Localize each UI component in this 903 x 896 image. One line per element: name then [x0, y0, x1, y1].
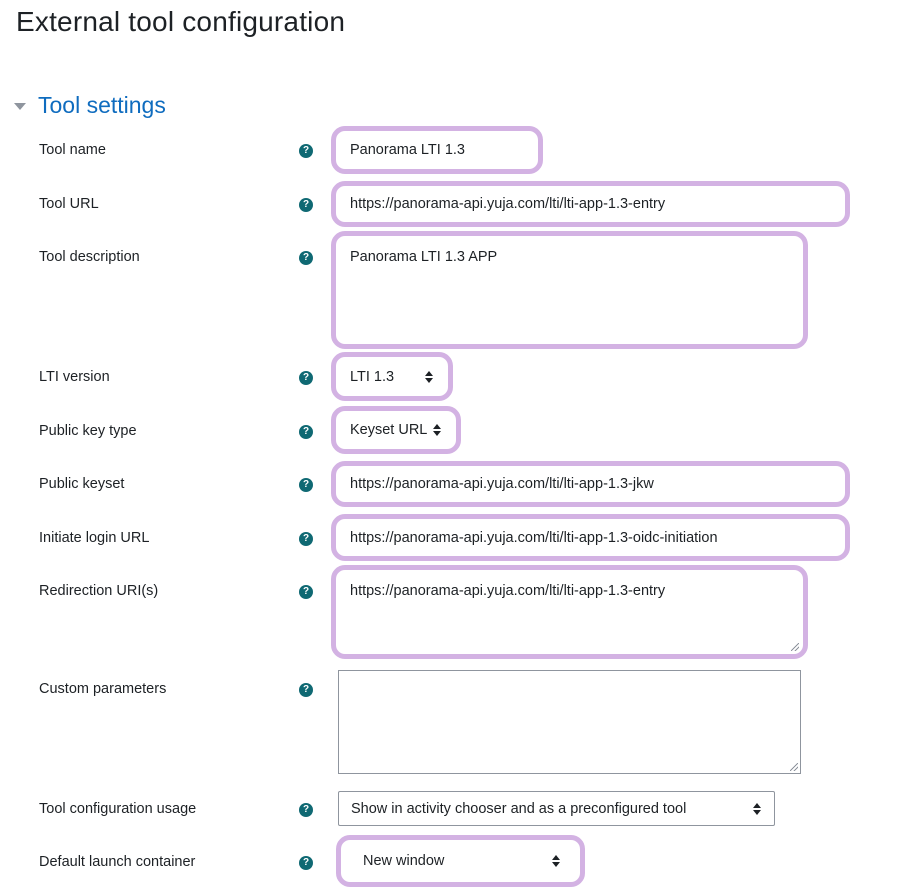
- initiate-login-url-label: Initiate login URL: [39, 530, 150, 546]
- redirection-uris-textarea[interactable]: https://panorama-api.yuja.com/lti/lti-app-1.3-entry: [350, 583, 666, 599]
- tool-configuration-usage-help-icon[interactable]: ?: [299, 803, 313, 817]
- tool-name-input[interactable]: Panorama LTI 1.3: [350, 142, 465, 158]
- custom-parameters-help-icon[interactable]: ?: [299, 683, 313, 697]
- initiate-login-url-input[interactable]: https://panorama-api.yuja.com/lti/lti-app-1.3-oidc-initiation: [350, 529, 718, 546]
- page-title: External tool configuration: [16, 6, 346, 37]
- tool-url-input[interactable]: https://panorama-api.yuja.com/lti/lti-app-1.3-entry: [350, 196, 666, 212]
- tool-configuration-usage-select[interactable]: Show in activity chooser and as a preconfigured tool: [351, 800, 687, 817]
- section-title: Tool settings: [38, 92, 166, 118]
- public-keyset-help-icon[interactable]: ?: [299, 478, 313, 492]
- default-launch-container-select[interactable]: New window: [363, 853, 445, 869]
- redirection-uris-help-icon[interactable]: ?: [299, 585, 313, 599]
- lti-version-select[interactable]: LTI 1.3: [350, 368, 395, 385]
- custom-parameters-textarea[interactable]: [339, 671, 800, 773]
- public-key-type-help-icon[interactable]: ?: [299, 425, 313, 439]
- custom-parameters-resize-handle[interactable]: [790, 763, 798, 771]
- lti-version-select-arrow-icon: [425, 371, 433, 383]
- tool-url-help-icon[interactable]: ?: [299, 198, 313, 212]
- tool-name-help-icon[interactable]: ?: [299, 144, 313, 158]
- redirection-uris-resize-handle[interactable]: [791, 643, 799, 651]
- tool-configuration-usage-label: Tool configuration usage: [39, 801, 197, 817]
- public-key-type-label: Public key type: [39, 423, 137, 439]
- public-key-type-select-arrow-icon: [433, 424, 441, 436]
- default-launch-container-select-arrow-icon: [552, 855, 560, 867]
- tool-name-label: Tool name: [39, 142, 106, 158]
- tool-url-label: Tool URL: [39, 196, 99, 212]
- tool-configuration-usage-select-arrow-icon: [753, 803, 761, 815]
- tool-description-textarea[interactable]: Panorama LTI 1.3 APP: [350, 249, 498, 265]
- tool-description-label: Tool description: [39, 249, 140, 265]
- lti-version-label: LTI version: [39, 369, 110, 385]
- tool-settings-section-toggle[interactable]: [14, 92, 166, 119]
- public-keyset-label: Public keyset: [39, 476, 125, 492]
- initiate-login-url-help-icon[interactable]: ?: [299, 532, 313, 546]
- custom-parameters-label: Custom parameters: [39, 681, 167, 697]
- default-launch-container-help-icon[interactable]: ?: [299, 856, 313, 870]
- redirection-uris-label: Redirection URI(s): [39, 583, 159, 599]
- tool-description-help-icon[interactable]: ?: [299, 251, 313, 265]
- collapse-chevron-icon: [14, 103, 26, 110]
- public-key-type-select[interactable]: Keyset URL: [350, 422, 428, 438]
- lti-version-help-icon[interactable]: ?: [299, 371, 313, 385]
- default-launch-container-label: Default launch container: [39, 854, 196, 870]
- public-keyset-input[interactable]: https://panorama-api.yuja.com/lti/lti-app-1.3-jkw: [350, 476, 654, 492]
